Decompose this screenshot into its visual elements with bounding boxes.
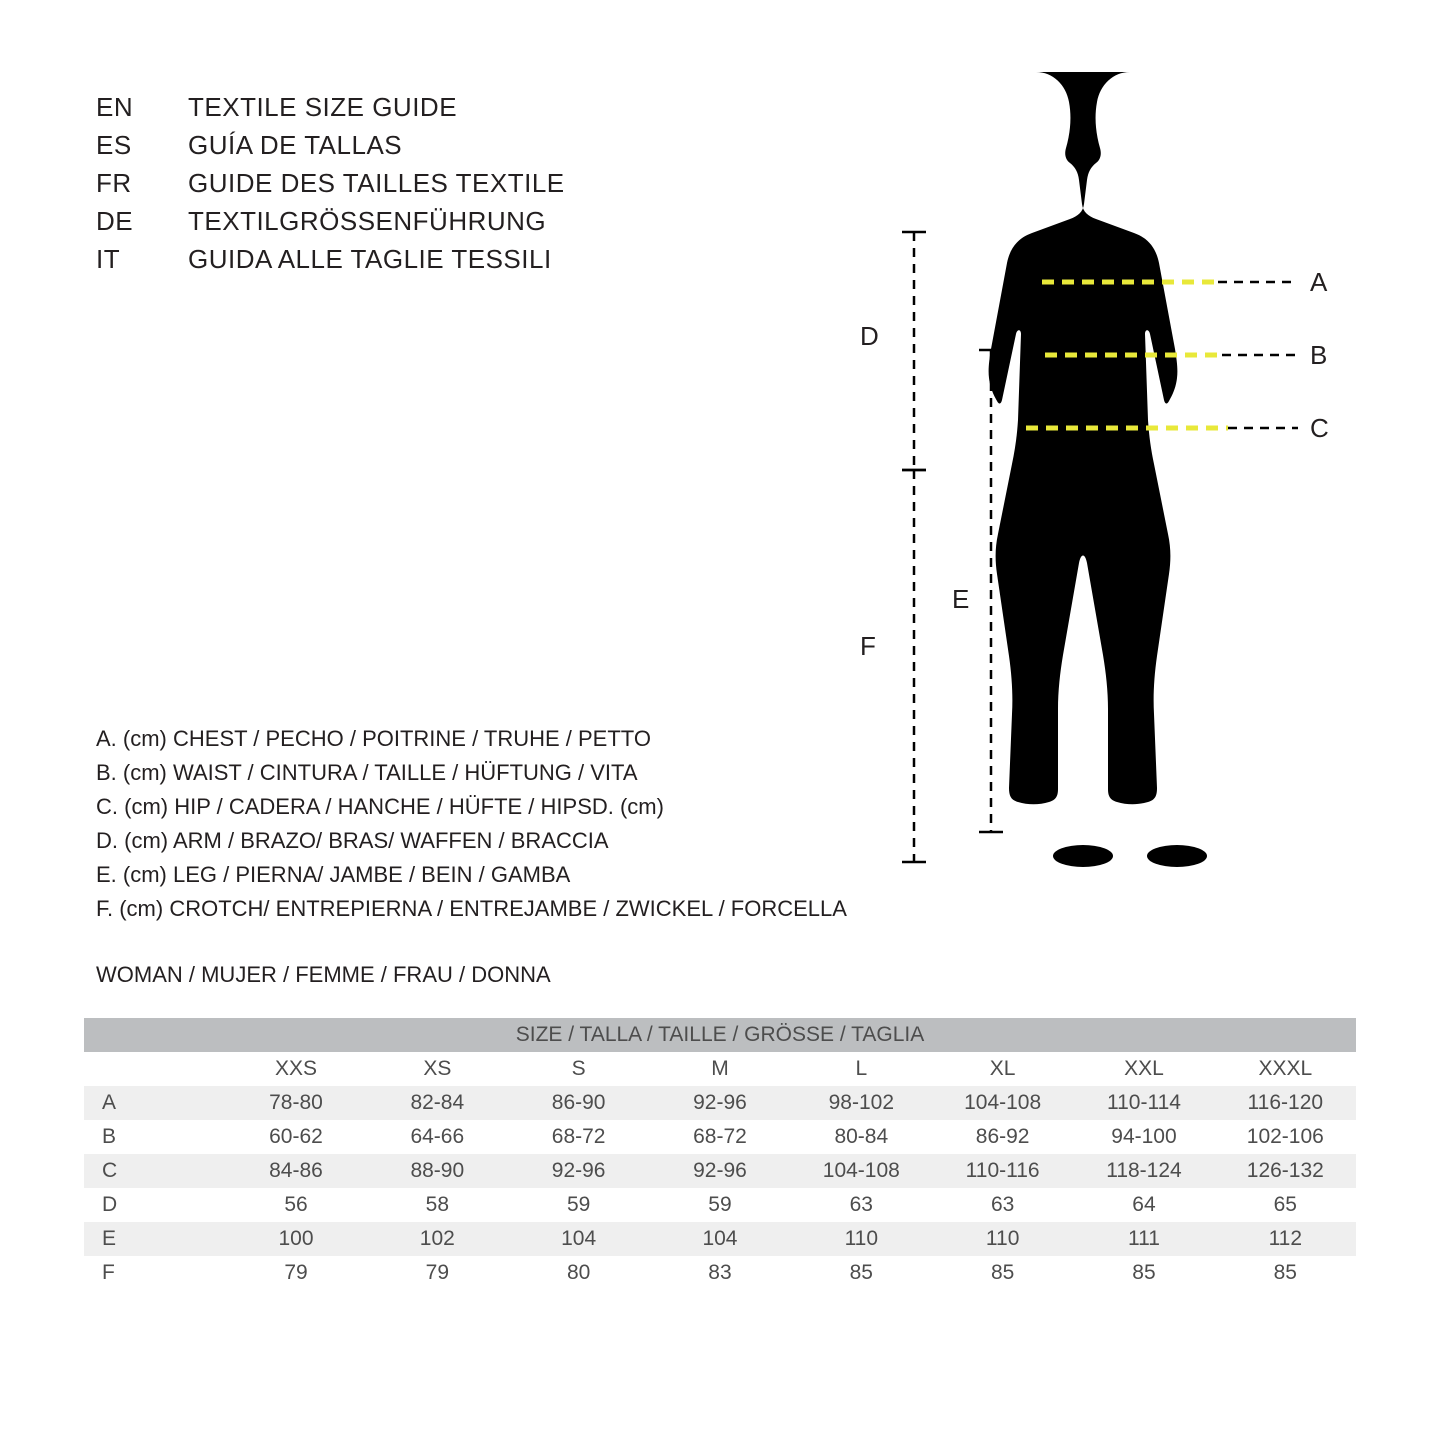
title-text-es: GUÍA DE TALLAS (188, 130, 403, 160)
marker-label-c: C (1310, 413, 1329, 443)
cell-a-xs: 82-84 (367, 1086, 508, 1120)
cell-f-xxs: 79 (225, 1256, 366, 1290)
legend-item-c: C. (cm) HIP / CADERA / HANCHE / HÜFTE / HIPSD. (cm) (96, 794, 664, 819)
table-band-header (84, 1018, 1356, 1052)
cell-d-m: 59 (649, 1188, 790, 1222)
cell-e-xxs: 100 (225, 1222, 366, 1256)
bracket-label-d: D (860, 321, 879, 351)
bracket-d (902, 232, 926, 470)
cell-b-xxl: 94-100 (1073, 1120, 1214, 1154)
marker-label-b: B (1310, 340, 1328, 370)
table-column-header-row (84, 1052, 1356, 1086)
legend-item-a: A. (cm) CHEST / PECHO / POITRINE / TRUHE / PETTO (96, 726, 651, 751)
cell-c-m: 92-96 (649, 1154, 790, 1188)
title-text-en: TEXTILE SIZE GUIDE (188, 92, 458, 122)
cell-d-xl: 63 (932, 1188, 1073, 1222)
bracket-e (979, 350, 1003, 832)
cell-a-xxxl: 116-120 (1215, 1086, 1356, 1120)
col-head-m: M (649, 1052, 790, 1086)
title-lang-en: EN (96, 92, 134, 122)
cell-b-l: 80-84 (791, 1120, 932, 1154)
cell-a-s: 86-90 (508, 1086, 649, 1120)
row-label-f: F (84, 1256, 225, 1290)
table-row (84, 1086, 1356, 1120)
legend-item-d: D. (cm) ARM / BRAZO/ BRAS/ WAFFEN / BRACCIA (96, 828, 609, 853)
col-head-xxxl: XXXL (1215, 1052, 1356, 1086)
cell-f-xs: 79 (367, 1256, 508, 1290)
col-head-blank (84, 1052, 225, 1086)
cell-d-xxl: 64 (1073, 1188, 1214, 1222)
table-row (84, 1120, 1356, 1154)
title-text-fr: GUIDE DES TAILLES TEXTILE (188, 168, 565, 198)
legend-item-e: E. (cm) LEG / PIERNA/ JAMBE / BEIN / GAMBA (96, 862, 571, 887)
cell-a-xxs: 78-80 (225, 1086, 366, 1120)
marker-letters (1310, 267, 1329, 443)
title-lang-it: IT (96, 244, 121, 274)
legend-item-b: B. (cm) WAIST / CINTURA / TAILLE / HÜFTUNG / VITA (96, 760, 638, 785)
cell-e-xxxl: 112 (1215, 1222, 1356, 1256)
cell-c-xs: 88-90 (367, 1154, 508, 1188)
col-head-xxs: XXS (225, 1052, 366, 1086)
col-head-l: L (791, 1052, 932, 1086)
legend-block (96, 722, 896, 926)
marker-label-a: A (1310, 267, 1328, 297)
cell-d-l: 63 (791, 1188, 932, 1222)
cell-f-l: 85 (791, 1256, 932, 1290)
cell-c-xl: 110-116 (932, 1154, 1073, 1188)
title-block (96, 92, 716, 282)
cell-c-s: 92-96 (508, 1154, 649, 1188)
cell-b-s: 68-72 (508, 1120, 649, 1154)
legend-item-f: F. (cm) CROTCH/ ENTREPIERNA / ENTREJAMBE / ZWICKEL / FORCELLA (96, 896, 847, 921)
cell-a-m: 92-96 (649, 1086, 790, 1120)
title-row (96, 130, 716, 168)
col-head-s: S (508, 1052, 649, 1086)
cell-c-xxxl: 126-132 (1215, 1154, 1356, 1188)
title-row (96, 244, 716, 282)
cell-e-xl: 110 (932, 1222, 1073, 1256)
cell-b-m: 68-72 (649, 1120, 790, 1154)
woman-silhouette-icon (989, 72, 1207, 867)
col-head-xxl: XXL (1073, 1052, 1214, 1086)
row-label-e: E (84, 1222, 225, 1256)
cell-b-xxs: 60-62 (225, 1120, 366, 1154)
cell-f-s: 80 (508, 1256, 649, 1290)
cell-d-xs: 58 (367, 1188, 508, 1222)
title-lang-de: DE (96, 206, 134, 236)
table-row (84, 1222, 1356, 1256)
table-row (84, 1256, 1356, 1290)
title-text-it: GUIDA ALLE TAGLIE TESSILI (188, 244, 552, 274)
bracket-label-f: F (860, 631, 876, 661)
title-row (96, 92, 716, 130)
cell-f-xxxl: 85 (1215, 1256, 1356, 1290)
row-label-d: D (84, 1188, 225, 1222)
cell-c-xxs: 84-86 (225, 1154, 366, 1188)
title-row (96, 168, 716, 206)
cell-f-m: 83 (649, 1256, 790, 1290)
title-lang-fr: FR (96, 168, 132, 198)
size-table (84, 1018, 1356, 1290)
cell-e-m: 104 (649, 1222, 790, 1256)
col-head-xs: XS (367, 1052, 508, 1086)
cell-d-s: 59 (508, 1188, 649, 1222)
cell-e-s: 104 (508, 1222, 649, 1256)
table-row (84, 1154, 1356, 1188)
cell-e-xxl: 111 (1073, 1222, 1214, 1256)
group-label: WOMAN / MUJER / FEMME / FRAU / DONNA (96, 962, 551, 987)
title-lang-es: ES (96, 130, 132, 160)
cell-b-xxxl: 102-106 (1215, 1120, 1356, 1154)
bracket-label-e: E (952, 584, 970, 614)
cell-e-l: 110 (791, 1222, 932, 1256)
cell-d-xxs: 56 (225, 1188, 366, 1222)
cell-f-xl: 85 (932, 1256, 1073, 1290)
cell-a-l: 98-102 (791, 1086, 932, 1120)
cell-c-l: 104-108 (791, 1154, 932, 1188)
row-label-c: C (84, 1154, 225, 1188)
body-measurement-diagram (830, 50, 1410, 910)
row-label-a: A (84, 1086, 225, 1120)
marker-leaders (1218, 282, 1298, 428)
cell-a-xxl: 110-114 (1073, 1086, 1214, 1120)
table-row (84, 1188, 1356, 1222)
cell-b-xl: 86-92 (932, 1120, 1073, 1154)
cell-f-xxl: 85 (1073, 1256, 1214, 1290)
band-header-label: SIZE / TALLA / TAILLE / GRÖSSE / TAGLIA (84, 1018, 1356, 1052)
cell-a-xl: 104-108 (932, 1086, 1073, 1120)
cell-c-xxl: 118-124 (1073, 1154, 1214, 1188)
cell-d-xxxl: 65 (1215, 1188, 1356, 1222)
cell-b-xs: 64-66 (367, 1120, 508, 1154)
title-text-de: TEXTILGRÖSSENFÜHRUNG (188, 206, 547, 236)
bracket-f (902, 470, 926, 862)
title-row (96, 206, 716, 244)
col-head-xl: XL (932, 1052, 1073, 1086)
row-label-b: B (84, 1120, 225, 1154)
cell-e-xs: 102 (367, 1222, 508, 1256)
